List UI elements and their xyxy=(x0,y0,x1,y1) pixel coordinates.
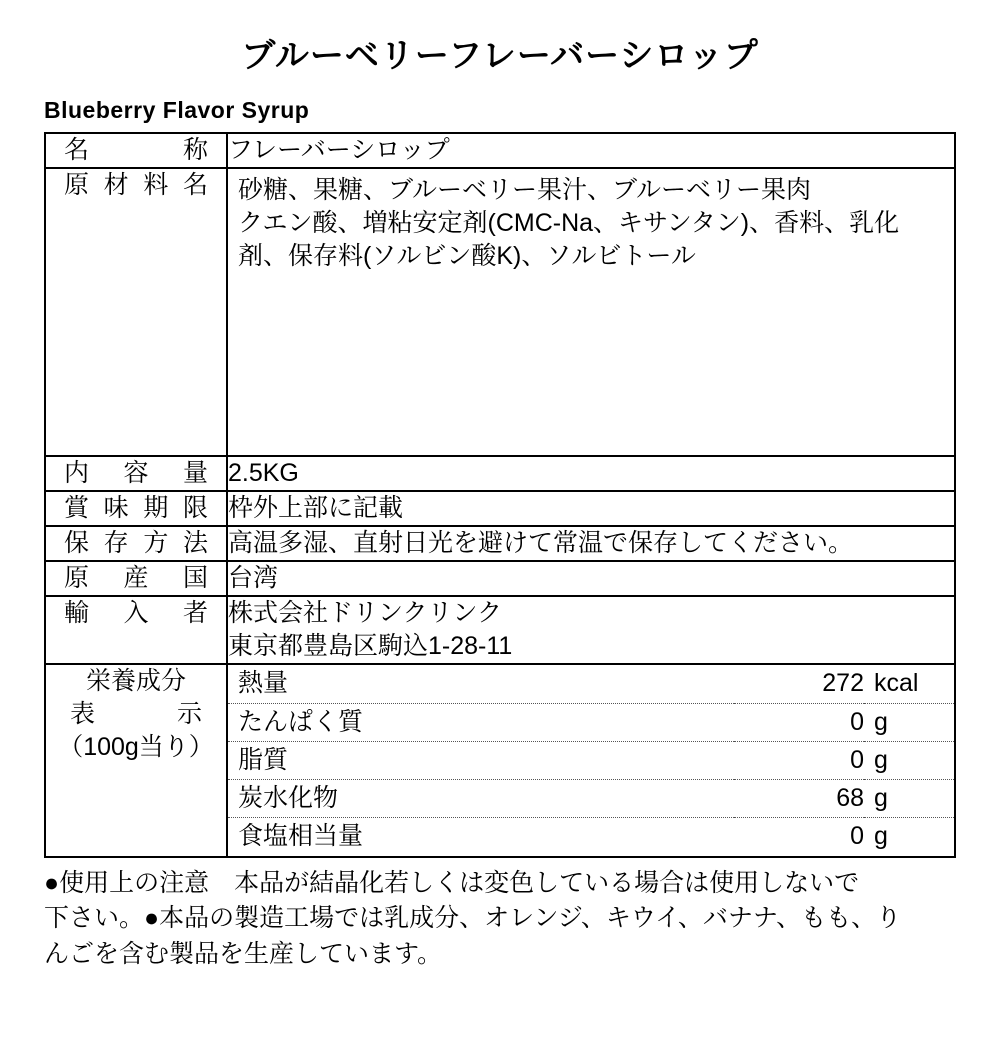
nutrition-unit-salt: g xyxy=(874,822,888,851)
nutrition-value-carbohydrate: 68 xyxy=(734,780,864,818)
nutrition-unit-protein: g xyxy=(864,703,954,741)
nutrition-value-energy: 272 xyxy=(734,665,864,703)
nutrition-label-line-2: 表 示 xyxy=(70,700,202,729)
ingredients-line-3: 剤、保存料(ソルビン酸K)、ソルビトール xyxy=(238,242,696,271)
nutrition-name-fat: 脂質 xyxy=(228,741,734,779)
nutrition-unit-energy: kcal xyxy=(864,665,954,703)
row-label-ingredients: 原材料名 xyxy=(45,168,227,456)
nutrition-row-carbohydrate xyxy=(228,780,954,818)
table-row-name xyxy=(45,133,955,168)
row-label-storage: 保存方法 xyxy=(45,526,227,561)
row-value-name: フレーバーシロップ xyxy=(227,133,955,168)
page-title-japanese: ブルーベリーフレーバーシロップ xyxy=(241,37,759,75)
product-label-page xyxy=(0,38,1000,1038)
nutrition-name-protein: たんぱく質 xyxy=(228,703,734,741)
row-label-importer: 輸入者 xyxy=(45,596,227,664)
nutrition-label-line-1: 栄養成分 xyxy=(85,667,186,696)
table-row-storage xyxy=(45,526,955,561)
nutrition-value-protein: 0 xyxy=(734,703,864,741)
usage-notes-line-1: ●使用上の注意 本品が結晶化若しくは変色している場合は使用しないで xyxy=(44,868,860,897)
nutrition-value-fat: 0 xyxy=(734,741,864,779)
nutrition-label-line-3: （100g当り） xyxy=(58,733,214,762)
table-row-ingredients xyxy=(45,168,955,456)
importer-company: 株式会社ドリンクリンク xyxy=(228,599,503,628)
usage-notes-line-3: んごを含む製品を生産しています。 xyxy=(44,939,443,968)
ingredients-line-2: クエン酸、増粘安定剤(CMC-Na、キサンタン)、香料、乳化 xyxy=(238,209,900,238)
table-row-importer xyxy=(45,596,955,664)
row-value-best-before: 枠外上部に記載 xyxy=(227,491,955,526)
table-row-origin xyxy=(45,561,955,596)
nutrition-unit-carbohydrate: g xyxy=(864,780,954,818)
row-value-origin: 台湾 xyxy=(227,561,955,596)
page-title-english: Blueberry Flavor Syrup xyxy=(44,97,310,124)
row-value-nutrition xyxy=(227,664,955,856)
nutrition-facts-table xyxy=(228,665,954,855)
nutrition-row-protein xyxy=(228,703,954,741)
nutrition-name-salt: 食塩相当量 xyxy=(238,822,364,851)
table-row-nutrition xyxy=(45,664,955,856)
row-value-ingredients xyxy=(227,168,955,456)
ingredients-line-1: 砂糖、果糖、ブルーベリー果汁、ブルーベリー果肉 xyxy=(238,176,812,205)
product-info-table xyxy=(44,132,956,857)
row-value-storage: 高温多湿、直射日光を避けて常温で保存してください。 xyxy=(227,526,955,561)
nutrition-name-energy: 熱量 xyxy=(228,665,734,703)
row-label-name: 名称 xyxy=(45,133,227,168)
row-value-net-weight: 2.5KG xyxy=(227,456,955,491)
nutrition-row-fat xyxy=(228,741,954,779)
row-value-importer xyxy=(227,596,955,664)
nutrition-row-salt xyxy=(228,818,954,856)
table-row-net-weight xyxy=(45,456,955,491)
row-label-origin: 原産国 xyxy=(45,561,227,596)
nutrition-value-salt: 0 xyxy=(850,822,864,851)
nutrition-name-carbohydrate: 炭水化物 xyxy=(228,780,734,818)
row-label-best-before: 賞味期限 xyxy=(45,491,227,526)
usage-notes xyxy=(44,866,956,973)
row-label-nutrition xyxy=(45,664,227,856)
row-label-net-weight: 内容量 xyxy=(45,456,227,491)
nutrition-row-energy xyxy=(228,665,954,703)
usage-notes-line-2: 下さい。●本品の製造工場では乳成分、オレンジ、キウイ、バナナ、もも、り xyxy=(44,904,902,933)
table-row-best-before xyxy=(45,491,955,526)
importer-address: 東京都豊島区駒込1-28-11 xyxy=(228,632,513,661)
nutrition-unit-fat: g xyxy=(864,741,954,779)
